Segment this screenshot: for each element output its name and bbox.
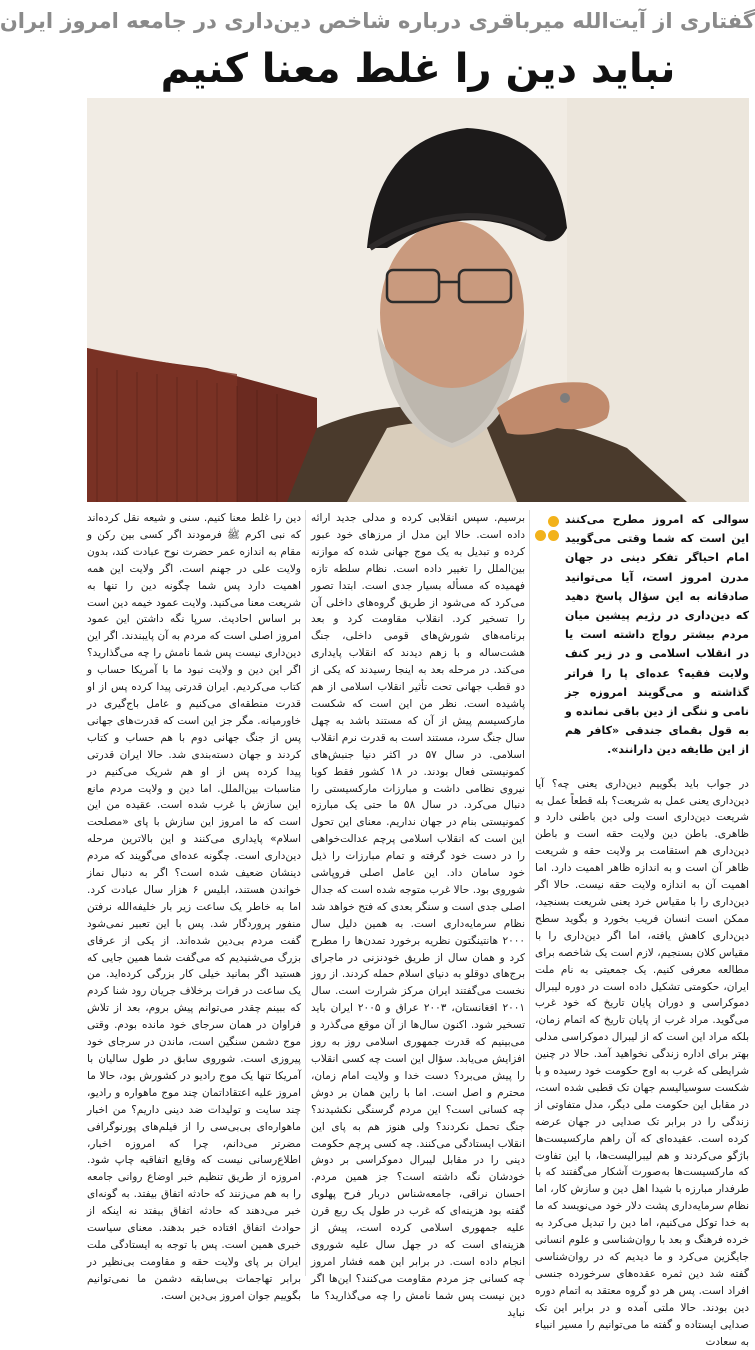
body-text: در جواب باید بگوییم دین‌داری یعنی چه؟ آیا دین‌داری یعنی عمل به شریعت؟ بله قطعاً عمل به شریعت دین‌داری است ولی دین باطنی دارد و ظاهری. باطن دین ولایت حقه است و باطن دین‌داری هم استقامت بر ولایت حقه و شریعت ظاهر آن است و به اندازه ظاهر اهمیت دارد. اما اهمیت آن به اندازه ولایت حقه نیست. حالا اگر دین‌داری را با مقیاس خرد یعنی شریعت بسنجید، ممکن است انسان فریب بخورد و بگوید سطح دین‌داری کاهش یافته، اما اگر دین‌داری را با مقیاس کلان بسنجیم، لازم است یک شاخصه برای مطالعه معرفی کنیم. یک جمعیتی به نام ملت ایران، حکومتی تشکیل داده است در دوره لیبرال دموکراسی و دوران پایان تاریخ که خود غرب می‌گوید. مراد غرب از پایان تاریخ که اتمام زمان، بلکه مراد این است که از لیبرال دموکراسی مدلی بهتر برای اداره زندگی نخواهید آمد. حالا در چنین شرایطی که غرب به اوج حکومت خود رسیده و با شکست سوسیالیسم جهان تک قطبی شده است، در مقابل این حکومت ملی دیگر، مدل متفاوتی از زندگی را در برابر تک صدایی در جهان عرضه کرده است. عقیده‌ای که آن راهم مارکسیست‌ها باژگو می‌کردند و هم لیبرالیست‌ها، با این تفاوت که مارکسیست‌ها به‌صورت آشکار می‌گفتند که با طرفدار مبارزه با شیدا اهل دین و سازش کار، اما نظام سرمایه‌داری پشت دلار خود می‌نویسد که ما به خدا توکل می‌کنیم، اما دین را تبدیل می‌کرد به خرده فرهنگ و بعد با روان‌شناسی و علوم انسانی جایگزین می‌کرد و ما دیدیم که در روان‌شناسی گفته شد دین ثمره عقده‌های سرخورده جنسی افراد است. پس هر دو گروه معتقد به اتمام دوره دین بودند. حالا ملتی آمده و در برابر این تک صدایی ایستاده و گفته ما می‌توانیم را مسیر انبیاء به سعادت [535,777,749,1348]
article-headline: نباید دین را غلط معنا کنیم [160,46,676,92]
column-divider [305,510,306,1276]
column-middle [311,510,526,1319]
column-divider [529,510,530,1276]
column-left [87,510,301,1302]
column-right [535,510,749,1348]
body-text: دین را غلط معنا کنیم. سنی و شیعه نقل کرده‌اند که نبی اکرم ﷺ فرمودند اگر کسی بین رکن و مقام به اندازه عمر حضرت نوح عبادت کند، بدون ولایت علی در جهنم است. اگر ولایت این همه اهمیت دارد پس شما چگونه دین را تنها به شریعت معنا می‌کنید. ولایت عمود خیمه دین است بر اساس احادیث. سرپا نگه داشتن این عمود امروز اصلی است که مردم به آن پایبندند. اگر این دین‌داری نیست پس شما نامش را چه می‌گذارید؟ اگر این دین و ولایت نبود ما با آمریکا حساب و کتاب می‌کردیم. ایران قدرتی پیدا کرده پس از او قدرت منطقه‌ای می‌کنیم و عامل باج‌گیری در خاورمیانه. مگر جز این است که قدرت‌های جهانی پس از جنگ جهانی دوم با هم حساب و کتاب کردند و جهان دسته‌بندی شد. حالا ایران قدرتی پیدا کرده پس از او هم شریک می‌کنیم در مناسبات بین‌الملل. اما دین و ولایت مردم مانع این سازش با غرب شده است. عقیده من این است که ما امروز این سازش با پای «مصلحت اسلام» پایداری می‌کنند و این بالاترین مرحله دین‌داری است. چگونه عده‌ای می‌گویند که مردم دینشان ضعیف شده است؟ اگر به دنبال نماز خواندن هستند، ابلیس ۶ هزار سال عبادت کرد. اما به خاطر یک ساعت زیر بار خلیفه‌الله نرفتن منفور پروردگار شد. پس با این تعبیر نمی‌شود گفت مردم بی‌دین شده‌اند. از یکی از عرفای بزرگ می‌شنیدیم که می‌گفت شما همین جایی که هستید اگر بمانید خیلی کار بزرگی کرده‌اید. من یک ساعت در فرات برخلاف جریان رود شنا کردم که ببینم چقدر می‌توانم پیش بروم، بعد از تلاش فراوان در همان سرجای خود مانده بودم. وقتی موج دشمن سنگین است، ماندن در سرجای خود پیروزی است. شوروی سابق در طول سالیان با آمریکا تنها یک موج رادیو در کشورش بود، حالا ما امروز علیه اعتقاداتمان چند موج ماهواره و رادیو، چند سایت و تولیدات ضد دینی داریم؟ من اخبار ماهواره‌ای بی‌بی‌سی را از فیلم‌های پورنوگرافی مضرتر می‌دانم، چرا که امروزه اخبار، اطلاع‌رسانی نیست که وقایع اتفاقیه چاپ شود. امروزه از طریق تنظیم خبر اوضاع روانی جامعه را به هم می‌زنند که حادثه اتفاق بیفتد. به گونه‌ای خبر می‌دهند که حادثه اتفاق بیفتد نه اینکه از حوادث اتفاق افتاده خبر بدهند. معنای سیاست خبری همین است. پس با توجه به ایستادگی ملت ایران بر پای ولایت حقه و مقاومت بی‌نظیر در برابر تهاجمات بی‌سابقه دشمن ما نمی‌توانیم بگوییم جوان امروز بی‌دین است. [87,512,301,1302]
portrait-illustration [87,98,749,502]
lead-text: سوالی که امروز مطرح می‌کنند این است که شما وقتی می‌گویید امام احیاگر تفکر دینی در جهان مدرن امروز است، آیا می‌توانید صادقانه به این سؤال پاسخ دهید که دین‌داری در رژیم پیشین میان مردم بیشتر رواج داشته است یا در انقلاب اسلامی و در زیر کنف ولایت فقیه؟ عده‌ای پا را فراتر گذاشته و می‌گویند امروزه جز نامی و ننگی از دین باقی نمانده و به قول بقمای جندقی «کافر هم از این طایفه دین دارانند». [565,513,749,757]
article-photo [87,98,749,502]
quote-dots-icon [535,516,561,546]
article-kicker: گفتاری از آیت‌الله میرباقری درباره شاخص دین‌داری در جامعه امروز ایران [0,9,755,33]
lead-quote [535,510,749,760]
article-columns [87,510,749,1348]
body-text: برسیم. سپس انقلابی کرده و مدلی جدید ارائه داده است. حالا این مدل از مرزهای خود عبور کرده و تبدیل به یک موج جهانی شده که موازنه بین‌الملل را تغییر داده است. نظام سلطه تازه فهمیده که مسأله بسیار جدی است. ابتدا تصور می‌کرد که می‌شود از طریق گروه‌های داخلی آن را تسخیر کرد. انقلاب مقاومت کرد و بعد برنامه‌های شورش‌های قومی داخلی، جنگ هشت‌ساله و با زهم دیدند که انقلاب پایداری می‌کند. در مرحله بعد به اینجا رسیدند که یکی از دو قطب جهانی تحت تأثیر انقلاب اسلامی از هم پاشیده است. نظر من این است که شکست مارکسیسم پیش از آن که مستند باشد به چهل سال جنگ سرد، مستند است به قدرت نرم انقلاب اسلامی. در سال ۵۷ در اکثر دنیا جنبش‌های کمونیستی فعال بودند. در ۱۸ کشور فقط کوبا نیروی نظامی داشت و مبارزات مارکسیستی را دنبال می‌کرد. در سال ۵۸ ما حتی یک مبارزه کمونیستی بنام در جهان نداریم. معنای این تحول این است که انقلاب اسلامی پرچم عدالت‌خواهی را در دست خود گرفته و تمام مبارزات را ذیل خود سامان داد. این عامل اصلی فروپاشی شوروی بود. حالا غرب متوجه شده است که جدال اصلی جدی است و سنگر بعدی که فتح خواهد شد نظام سرمایه‌داری است. به همین دلیل سال ۲۰۰۰ هانتینگتون نظریه برخورد تمدن‌ها را مطرح کرد و همان سال از طریق خودنزنی در ماجرای برج‌های دوقلو به دنیای اسلام حمله کردند. از روز نخست می‌گفتند ایران مرکز شرارت است. سال ۲۰۰۱ افغانستان، ۲۰۰۳ عراق و ۲۰۰۵ ایران باید تسخیر شود. اکنون سال‌ها از آن موقع می‌گذرد و می‌بینیم که قدرت جمهوری اسلامی روز به روز افزایش می‌یابد. سؤال این است چه کسی انقلاب را پیش می‌برد؟ دست خدا و ولایت امام زمان، محترم و اصل است. اما با راین همان بر دوش چه کسانی است؟ این مردم گرسنگی نکشیدند؟ جنگ تحمل نکردند؟ ولی هنوز هم به پای این انقلاب ایستادگی می‌کنند. چه کسی پرچم حکومت دینی را در مقابل لیبرال دموکراسی بر دوش خودشان نگه داشته است؟ جز همین مردم. احسان نراقی، جامعه‌شناس دربار فرح پهلوی گفته بود هزینه‌ای که غرب در طول یک ربع قرن علیه جمهوری اسلامی کرده است، پیش از هزینه‌ای است که در جهل سال علیه شوروی انجام داده است. در برابر این همه فشار امروز چه کسانی جز مردم مقاومت می‌کنند؟ این‌ها اگر دین نیست پس شما نامش را چه می‌گذارید؟ ما نباید [311,512,526,1319]
